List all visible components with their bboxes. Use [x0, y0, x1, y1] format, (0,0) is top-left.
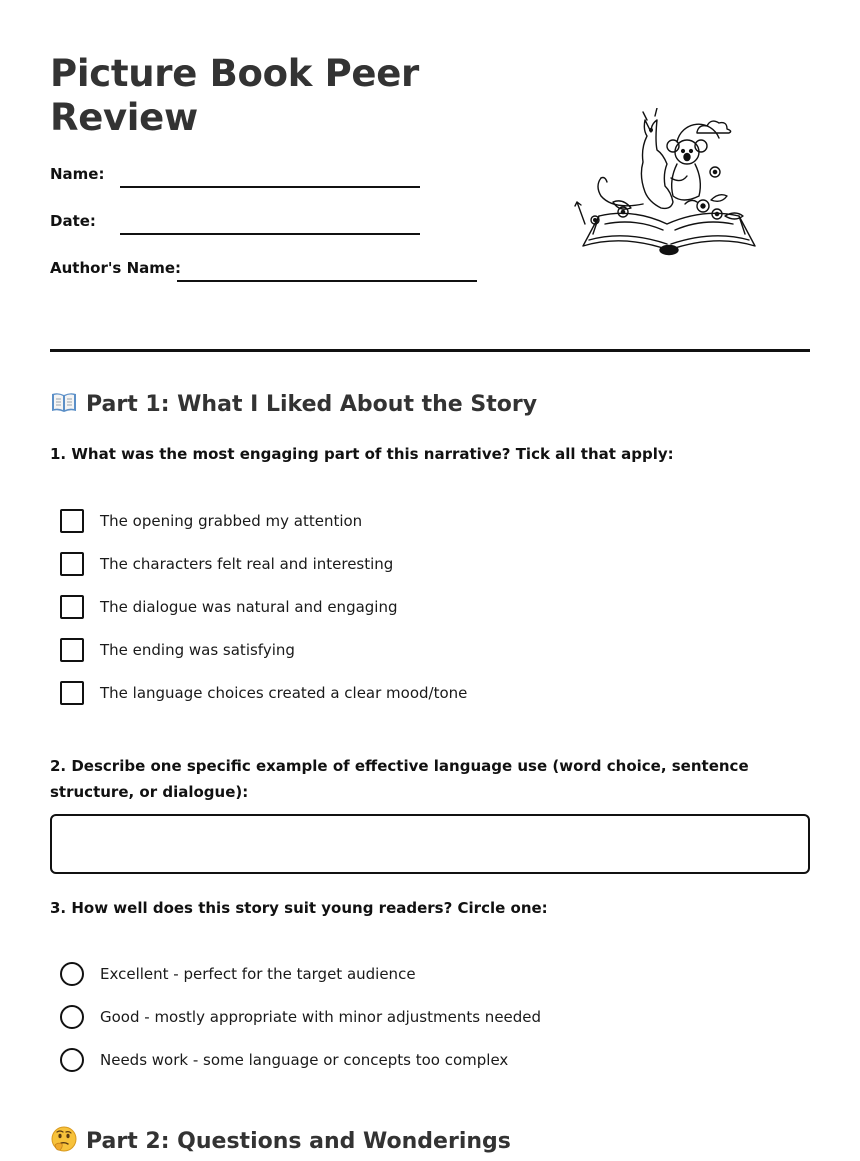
q2-answer-box[interactable]: [50, 814, 810, 874]
q1-option[interactable]: [60, 680, 467, 706]
open-book-icon: [50, 389, 78, 415]
checkbox[interactable]: [60, 595, 84, 619]
thinking-face-icon: [50, 1126, 78, 1152]
radio-button[interactable]: [60, 1048, 84, 1072]
q3-option-label: Needs work - some language or concepts too complex: [100, 1051, 509, 1069]
checkbox[interactable]: [60, 509, 84, 533]
name-label: Name:: [50, 165, 105, 183]
q1-option-label: The dialogue was natural and engaging: [100, 598, 398, 616]
q1-option-label: The language choices created a clear mood/tone: [100, 684, 468, 702]
question-1: 1. What was the most engaging part of this narrative? Tick all that apply:: [50, 445, 674, 463]
part2-heading-text: Part 2: Questions and Wonderings: [86, 1129, 511, 1154]
q1-option[interactable]: [60, 508, 362, 534]
section-divider: [50, 349, 810, 352]
q3-option[interactable]: [60, 961, 416, 987]
page-title: Picture Book Peer Review: [50, 52, 419, 139]
q3-option[interactable]: [60, 1004, 541, 1030]
part1-heading-text: Part 1: What I Liked About the Story: [86, 392, 538, 417]
radio-button[interactable]: [60, 1005, 84, 1029]
checkbox[interactable]: [60, 552, 84, 576]
radio-button[interactable]: [60, 962, 84, 986]
q3-option-label: Good - mostly appropriate with minor adjustments needed: [100, 1008, 542, 1026]
question-2: 2. Describe one specific example of effective language use (word choice, sentence structure, or dialogue):: [50, 757, 749, 801]
name-input-line[interactable]: [120, 186, 420, 188]
date-input-line[interactable]: [120, 233, 420, 235]
q1-option[interactable]: [60, 551, 393, 577]
q3-option[interactable]: [60, 1047, 508, 1073]
question-3: 3. How well does this story suit young readers? Circle one:: [50, 899, 548, 917]
part1-heading: [50, 389, 537, 417]
q1-option-label: The characters felt real and interesting: [100, 555, 394, 573]
q1-option[interactable]: [60, 637, 295, 663]
checkbox[interactable]: [60, 681, 84, 705]
q1-option[interactable]: [60, 594, 398, 620]
part2-heading: [50, 1126, 511, 1154]
q1-option-label: The ending was satisfying: [100, 641, 295, 659]
q3-option-label: Excellent - perfect for the target audience: [100, 965, 416, 983]
date-label: Date:: [50, 212, 96, 230]
checkbox[interactable]: [60, 638, 84, 662]
q1-option-label: The opening grabbed my attention: [100, 512, 363, 530]
kangaroo-koala-book-illustration: [565, 108, 775, 260]
author-name-label: Author's Name:: [50, 259, 182, 277]
author-name-input-line[interactable]: [177, 280, 477, 282]
